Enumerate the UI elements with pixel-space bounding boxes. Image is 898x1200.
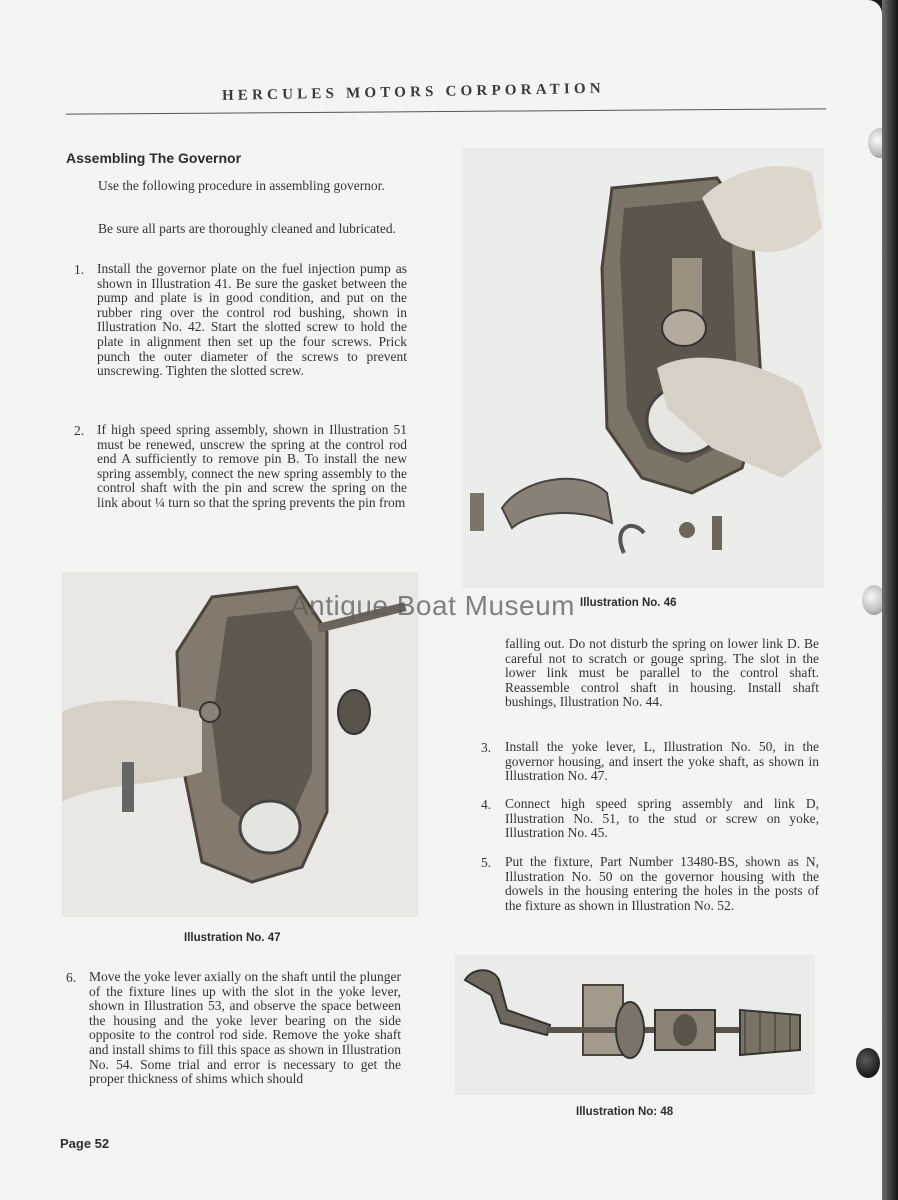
step-text: If high speed spring assembly, shown in Illustration 51 must be renewed, unscrew the spring at the control rod end A sufficiently to remove pin B. To install the new spring assembly, connect the new spring assembly to the control shaft with the pin and screw the spring on the link about ¼ turn so that the spring prevents the pin from: [97, 422, 407, 510]
step-number: 4.: [481, 797, 492, 812]
page-edge-shadow: [882, 0, 898, 1200]
illustration-47-caption: Illustration No. 47: [184, 932, 281, 944]
step-number: 2.: [74, 423, 85, 438]
step-text: Connect high speed spring assembly and link D, Illustration No. 51, to the stud or screw on yoke, Illustration No. 45.: [505, 796, 819, 841]
header-rule: [66, 108, 826, 114]
illustration-47-photo: [62, 572, 418, 917]
fixture-assembly-image: [455, 955, 815, 1095]
binder-hole: [856, 1048, 880, 1078]
intro-paragraph-2: Be sure all parts are thoroughly cleaned and lubricated.: [98, 221, 397, 236]
step-number: 5.: [481, 855, 492, 870]
step-text: Install the yoke lever, L, Illustration No. 50, in the governor housing, and insert the yoke shaft, as shown in Illustration No. 47.: [505, 739, 819, 784]
step-number: 3.: [481, 740, 492, 755]
governor-housing-image: [462, 148, 824, 588]
illustration-48-caption: Illustration No: 48: [576, 1106, 674, 1118]
step-number: 1.: [74, 262, 85, 277]
step-number: 6.: [66, 970, 77, 985]
yoke-shaft-image: [62, 572, 418, 917]
illustration-48-photo: [455, 955, 815, 1095]
section-title: Assembling The Governor: [66, 150, 242, 166]
step-text: Install the governor plate on the fuel injection pump as shown in Illustration 41. Be sure the gasket between the pump and plate is in good condition, and put on the rubber ring over the control rod bushing, shown in Illustration No. 42. Start the slotted screw to hold the plate in alignment then set up the four screws. Prick punch the outer diameter of the screws to prevent unscrewing. Tighten the slotted screw.: [97, 261, 407, 379]
illustration-46-photo: [462, 148, 824, 588]
page-header: HERCULES MOTORS CORPORATION: [221, 80, 605, 104]
watermark-text: Antique Boat Museum: [290, 590, 575, 621]
step-text: Move the yoke lever axially on the shaft until the plunger of the fixture lines up with the slot in the yoke lever, shown in Illustration 53, and observe the space between the housing and the yoke lever bearing on the side opposite to the control rod side. Remove the yoke shaft and install shims to fill this space as shown in Illustration No. 54. Some trial and error is necessary to get the proper thickness of shims which should: [89, 969, 401, 1087]
step-text-continued: falling out. Do not disturb the spring on lower link D. Be careful not to scratch or gouge spring. The slot in the lower link must be parallel to the control shaft. Reassemble control shaft in housing. Install shaft bushings, Illustration No. 44.: [505, 636, 819, 710]
page-number: Page 52: [60, 1136, 110, 1151]
illustration-46-caption: Illustration No. 46: [580, 597, 677, 609]
intro-paragraph-1: Use the following procedure in assembling governor.: [98, 178, 385, 193]
step-text: Put the fixture, Part Number 13480-BS, shown as N, Illustration No. 50 on the governor housing with the dowels in the housing entering the holes in the posts of the fixture as shown in Illustration No. 52.: [505, 854, 819, 913]
